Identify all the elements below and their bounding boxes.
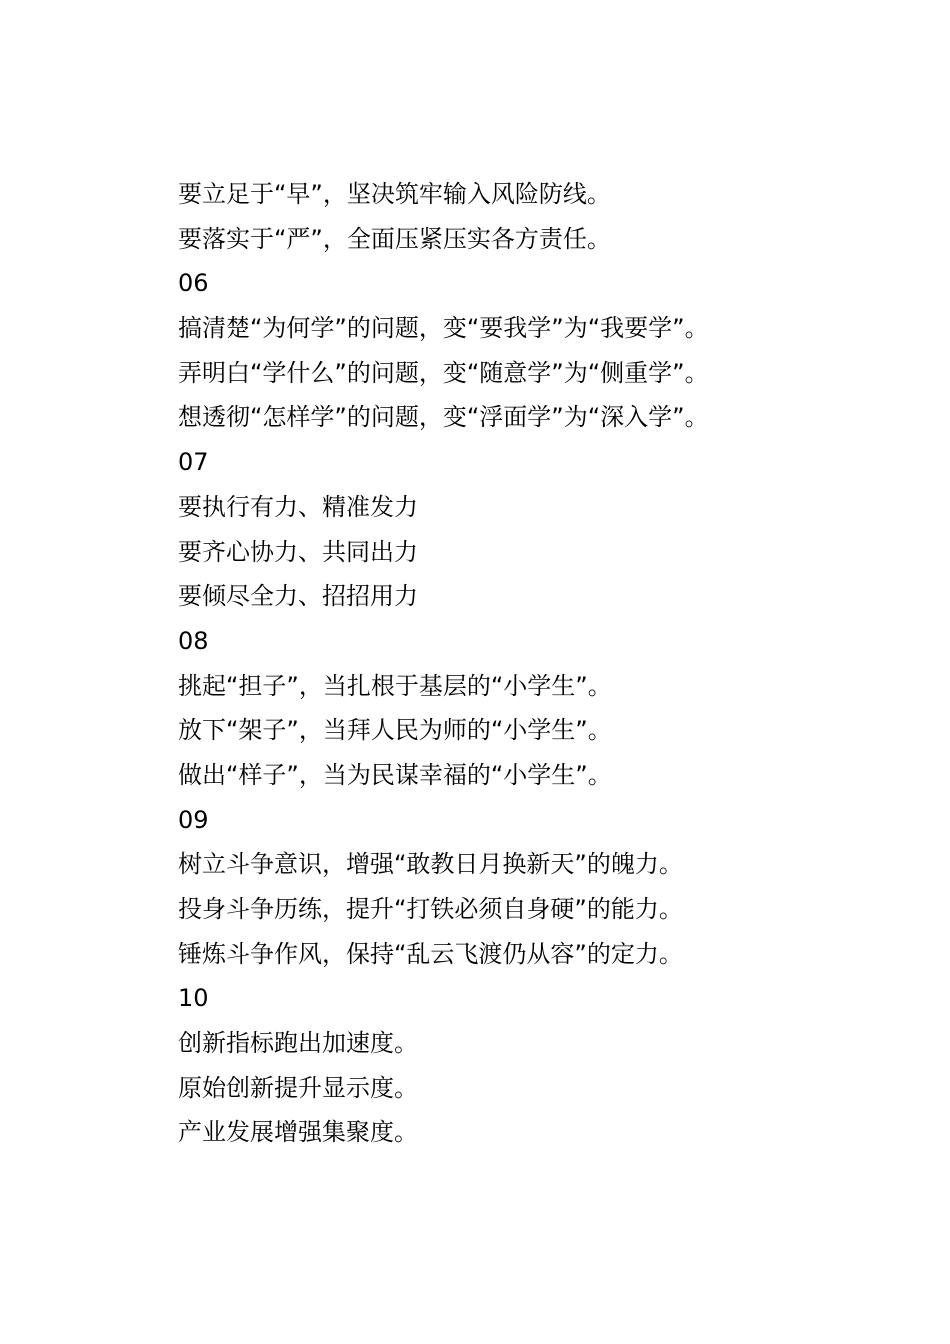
text-line: 弄明白“学什么”的问题，变“随意学”为“侧重学”。 [178,358,709,387]
text-line: 产业发展增强集聚度。 [178,1118,418,1147]
document-body [178,172,898,1155]
section-number: 08 [178,626,209,655]
text-line: 想透彻“怎样学”的问题，变“浮面学”为“深入学”。 [178,403,709,432]
text-line: 搞清楚“为何学”的问题，变“要我学”为“我要学”。 [178,314,709,343]
section-number: 10 [178,984,209,1013]
text-line: 要立足于“早”，坚决筑牢输入风险防线。 [178,180,611,208]
text-line: 创新指标跑出加速度。 [178,1029,418,1058]
text-line: 放下“架子”，当拜人民为师的“小学生”。 [178,716,612,745]
section-number: 07 [178,448,209,477]
text-line: 要倾尽全力、招招用力 [178,582,418,611]
text-line: 挑起“担子”，当扎根于基层的“小学生”。 [178,671,612,700]
text-line: 要执行有力、精准发力 [178,492,418,521]
section-number: 09 [178,805,209,834]
text-line: 要落实于“严”，全面压紧压实各方责任。 [178,224,611,253]
section-number: 06 [178,269,209,298]
text-line: 投身斗争历练，提升“打铁必须自身硬”的能力。 [178,895,683,923]
text-line: 原始创新提升显示度。 [178,1073,418,1102]
text-line: 做出“样子”，当为民谋幸福的“小学生”。 [178,760,612,789]
text-line: 树立斗争意识，增强“敢教日月换新天”的魄力。 [178,850,683,879]
text-line: 锤炼斗争作风，保持“乱云飞渡仍从容”的定力。 [178,939,683,968]
text-line: 要齐心协力、共同出力 [178,537,418,566]
